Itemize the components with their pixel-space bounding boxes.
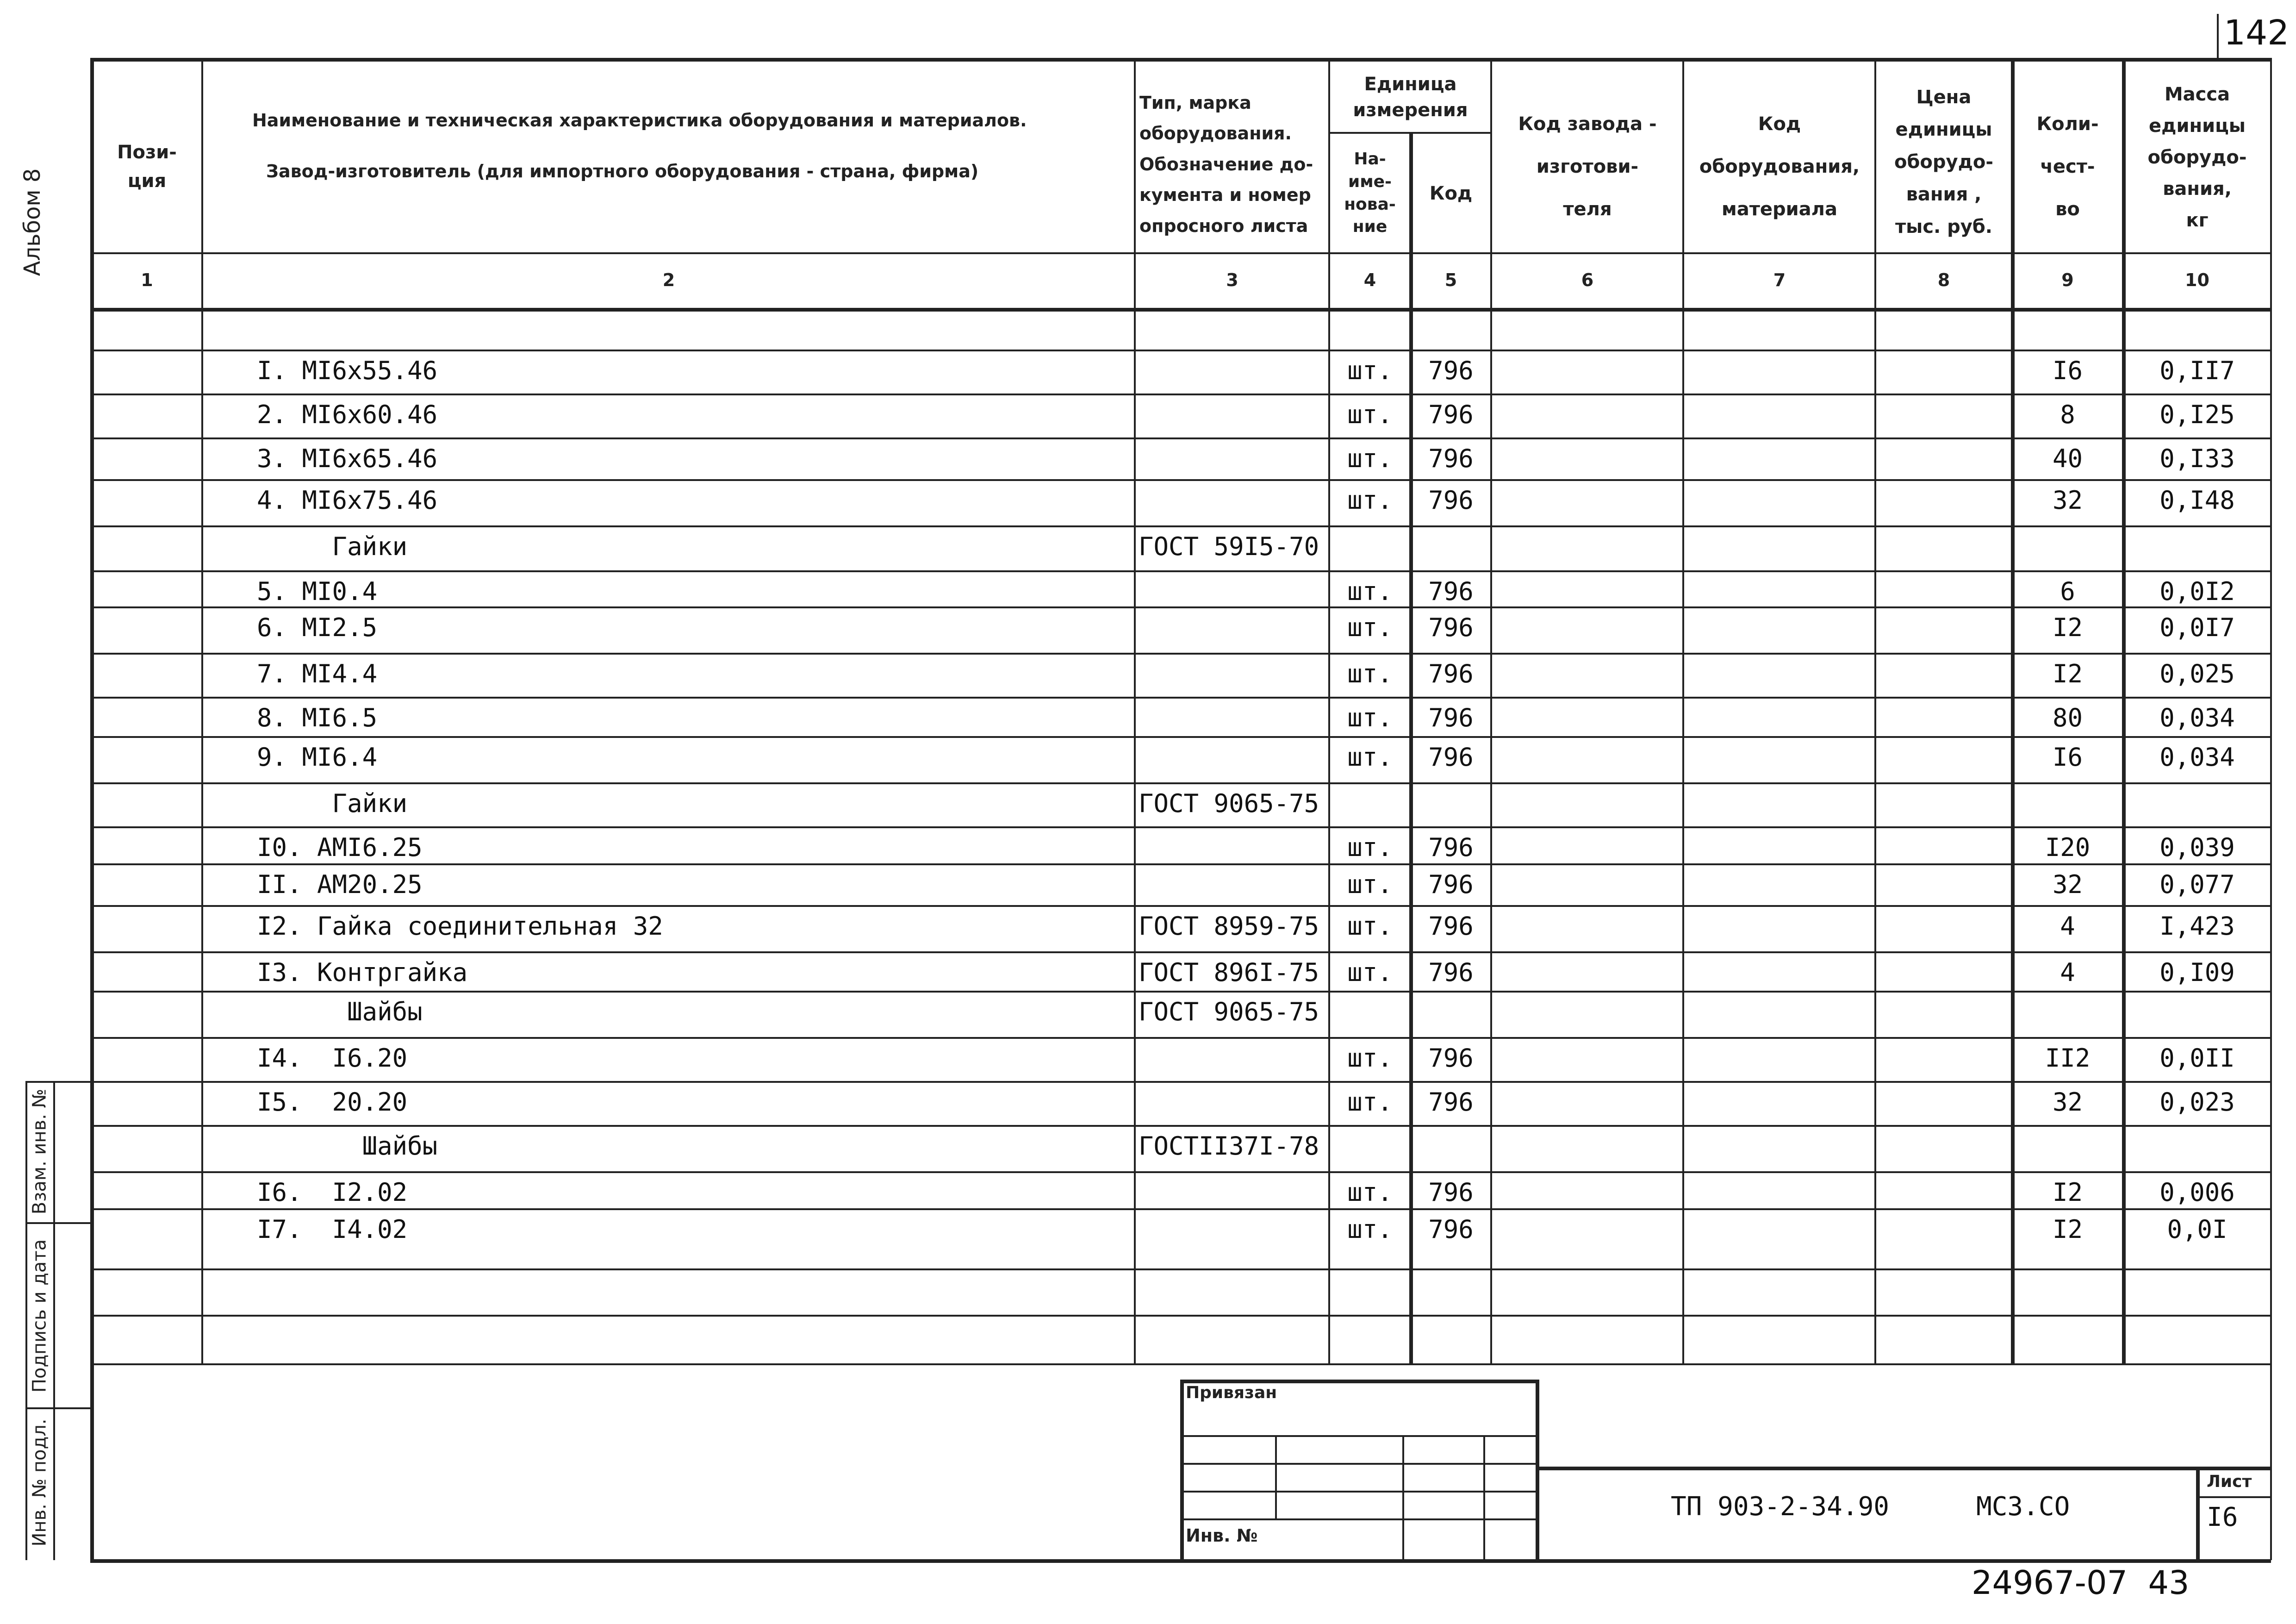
row-18-name: I5. 20.20 bbox=[257, 1087, 408, 1117]
header-col3: Тип, марка оборудования. Обозначение до- кумента и номер опросного листа bbox=[1139, 92, 1313, 236]
row-8-qty: I2 bbox=[2052, 659, 2083, 688]
col-line-2 bbox=[1134, 58, 1136, 1363]
row-3-name: 3. МI6х65.46 bbox=[257, 443, 438, 473]
row-1-unit: шт. bbox=[1347, 356, 1393, 385]
table-end bbox=[90, 1363, 2270, 1365]
row-20-name: I6. I2.02 bbox=[257, 1177, 408, 1207]
row-21-doc bbox=[1139, 1206, 1328, 1252]
row-19-name: Шайбы bbox=[257, 1131, 438, 1161]
row-2-mass: 0,I25 bbox=[2159, 400, 2235, 429]
row-17-name: I4. I6.20 bbox=[257, 1043, 408, 1073]
row-3-unit: шт. bbox=[1347, 443, 1393, 473]
sheet-number-mark bbox=[2217, 14, 2219, 58]
row-4-qty: 32 bbox=[2052, 485, 2083, 515]
colnum-3: 3 bbox=[1226, 270, 1238, 290]
titleblock-top bbox=[1536, 1467, 2271, 1470]
colnum-10: 10 bbox=[2185, 270, 2209, 290]
row-3-doc bbox=[1139, 435, 1328, 481]
row-1-code: 796 bbox=[1428, 356, 1474, 385]
row-19-mass bbox=[2124, 1123, 2270, 1169]
header-col6: Код завода - изготови- теля bbox=[1518, 113, 1657, 220]
row-11-code bbox=[1412, 780, 1490, 826]
mark: МСЗ.СО bbox=[1976, 1492, 2070, 1522]
row-15-mass: 0,I09 bbox=[2159, 957, 2235, 987]
col-line-1 bbox=[201, 58, 203, 1363]
colnum-5: 5 bbox=[1444, 270, 1457, 290]
row-8-unit: шт. bbox=[1347, 659, 1393, 688]
row-8-name: 7. МI4.4 bbox=[257, 659, 378, 688]
row-10-unit: шт. bbox=[1347, 742, 1393, 772]
sheet-box-left bbox=[2196, 1467, 2200, 1560]
row-line bbox=[90, 1315, 2270, 1317]
row-2-name: 2. МI6х60.46 bbox=[257, 400, 438, 429]
row-2-doc bbox=[1139, 391, 1328, 437]
frame-right bbox=[2270, 58, 2272, 1560]
row-13-doc bbox=[1139, 861, 1328, 907]
row-15-name: I3. Контргайка bbox=[257, 957, 468, 987]
row-21-qty: I2 bbox=[2052, 1214, 2083, 1244]
row-9-qty: 80 bbox=[2052, 703, 2083, 732]
row-19-code bbox=[1412, 1123, 1490, 1169]
row-5-code bbox=[1412, 523, 1490, 569]
col-line-7 bbox=[1874, 58, 1876, 1363]
row-12-qty: I20 bbox=[2045, 832, 2091, 862]
row-3-mass: 0,I33 bbox=[2159, 443, 2235, 473]
sheet-number-top: 142 bbox=[2224, 13, 2290, 53]
row-21-unit: шт. bbox=[1347, 1214, 1393, 1244]
col-line-5 bbox=[1490, 58, 1492, 1363]
side-podpis: Подпись и дата bbox=[29, 1239, 50, 1393]
row-18-code: 796 bbox=[1428, 1087, 1474, 1117]
row-9-unit: шт. bbox=[1347, 703, 1393, 732]
row-7-name: 6. МI2.5 bbox=[257, 612, 378, 642]
row-8-code: 796 bbox=[1428, 659, 1474, 688]
row-6-qty: 6 bbox=[2060, 576, 2075, 606]
header-unit-group: Единица измерения bbox=[1353, 74, 1468, 121]
row-9-mass: 0,034 bbox=[2159, 703, 2235, 732]
row-5-mass bbox=[2124, 523, 2270, 569]
row-line bbox=[90, 1268, 2270, 1270]
row-4-name: 4. МI6х75.46 bbox=[257, 485, 438, 515]
privyazan-col3 bbox=[1483, 1435, 1485, 1560]
header-col2-line2: Завод-изготовитель (для импортного оборудования - страна, фирма) bbox=[266, 161, 979, 181]
row-14-code: 796 bbox=[1428, 911, 1474, 941]
row-16-mass bbox=[2124, 988, 2270, 1035]
row-10-qty: I6 bbox=[2052, 742, 2083, 772]
row-11-unit bbox=[1331, 780, 1409, 826]
row-4-doc bbox=[1139, 477, 1328, 523]
inv-no-label: Инв. № bbox=[1186, 1525, 1258, 1546]
row-4-mass: 0,I48 bbox=[2159, 485, 2235, 515]
row-7-qty: I2 bbox=[2052, 612, 2083, 642]
row-12-mass: 0,039 bbox=[2159, 832, 2235, 862]
row-14-doc: ГОСТ 8959-75 bbox=[1139, 911, 1319, 941]
row-7-code: 796 bbox=[1428, 612, 1474, 642]
row-11-qty bbox=[2013, 780, 2122, 826]
row-4-code: 796 bbox=[1428, 485, 1474, 515]
header-col4: На- име- нова- ние bbox=[1344, 150, 1396, 237]
row-5-unit bbox=[1331, 523, 1409, 569]
colnum-7: 7 bbox=[1773, 270, 1786, 290]
row-13-name: II. АМ20.25 bbox=[257, 869, 423, 899]
privyazan-col1 bbox=[1275, 1435, 1277, 1518]
row-3-qty: 40 bbox=[2052, 443, 2083, 473]
colnum-4: 4 bbox=[1363, 270, 1376, 290]
row-19-unit bbox=[1331, 1123, 1409, 1169]
header-col8: Цена единицы оборудо- вания , тыс. руб. bbox=[1894, 87, 1993, 237]
header-bottom bbox=[90, 252, 2270, 254]
row-6-mass: 0,0I2 bbox=[2159, 576, 2235, 606]
header-col7: Код оборудования, материала bbox=[1699, 113, 1860, 220]
row-2-qty: 8 bbox=[2060, 400, 2075, 429]
row-17-mass: 0,0II bbox=[2159, 1043, 2235, 1073]
row-1-name: I. МI6х55.46 bbox=[257, 356, 438, 385]
row-20-code: 796 bbox=[1428, 1177, 1474, 1207]
colnum-6: 6 bbox=[1581, 270, 1594, 290]
row-16-doc: ГОСТ 9065-75 bbox=[1139, 997, 1319, 1026]
privyazan-col2 bbox=[1402, 1435, 1404, 1560]
designation: ТП 903-2-34.90 bbox=[1671, 1492, 1890, 1522]
row-19-doc: ГОСТII37I-78 bbox=[1139, 1131, 1319, 1161]
row-11-doc: ГОСТ 9065-75 bbox=[1139, 788, 1319, 818]
row-14-name: I2. Гайка соединительная 32 bbox=[257, 911, 663, 941]
row-10-mass: 0,034 bbox=[2159, 742, 2235, 772]
row-5-name: Гайки bbox=[257, 531, 408, 561]
row-6-name: 5. МI0.4 bbox=[257, 576, 378, 606]
row-18-doc bbox=[1139, 1079, 1328, 1125]
row-20-qty: I2 bbox=[2052, 1177, 2083, 1207]
header-col10: Масса единицы оборудо- вания, кг bbox=[2147, 84, 2247, 231]
row-11-name: Гайки bbox=[257, 788, 408, 818]
row-2-unit: шт. bbox=[1347, 400, 1393, 429]
row-20-mass: 0,006 bbox=[2159, 1177, 2235, 1207]
row-9-name: 8. МI6.5 bbox=[257, 703, 378, 732]
row-10-doc bbox=[1139, 734, 1328, 780]
row-3-code: 796 bbox=[1428, 443, 1474, 473]
row-12-unit: шт. bbox=[1347, 832, 1393, 862]
side-stamp-top bbox=[25, 1081, 90, 1083]
row-13-code: 796 bbox=[1428, 869, 1474, 899]
header-col9: Коли- чест- во bbox=[2036, 113, 2099, 220]
album-label: Альбом 8 bbox=[19, 168, 45, 276]
row-16-unit bbox=[1331, 988, 1409, 1035]
row-10-code: 796 bbox=[1428, 742, 1474, 772]
col-line-3 bbox=[1328, 58, 1330, 1363]
row-16-code bbox=[1412, 988, 1490, 1035]
privyazan-top bbox=[1180, 1380, 1537, 1383]
row-1-qty: I6 bbox=[2052, 356, 2083, 385]
colnum-bottom bbox=[90, 308, 2270, 312]
frame-top bbox=[90, 58, 2270, 62]
row-15-qty: 4 bbox=[2060, 957, 2075, 987]
row-19-qty bbox=[2013, 1123, 2122, 1169]
row-17-doc bbox=[1139, 1035, 1328, 1081]
row-18-mass: 0,023 bbox=[2159, 1087, 2235, 1117]
row-16-qty bbox=[2013, 988, 2122, 1035]
header-col5: Код bbox=[1429, 182, 1473, 204]
colnum-8: 8 bbox=[1937, 270, 1950, 290]
row-21-mass: 0,0I bbox=[2167, 1214, 2228, 1244]
bottom-number: 24967-07 43 bbox=[1972, 1564, 2190, 1602]
row-6-code: 796 bbox=[1428, 576, 1474, 606]
row-21-name: I7. I4.02 bbox=[257, 1214, 408, 1244]
row-7-unit: шт. bbox=[1347, 612, 1393, 642]
row-13-qty: 32 bbox=[2052, 869, 2083, 899]
row-12-name: I0. АМI6.25 bbox=[257, 832, 423, 862]
row-14-mass: I,423 bbox=[2159, 911, 2235, 941]
row-18-qty: 32 bbox=[2052, 1087, 2083, 1117]
row-21-code: 796 bbox=[1428, 1214, 1474, 1244]
row-9-code: 796 bbox=[1428, 703, 1474, 732]
row-1-mass: 0,II7 bbox=[2159, 356, 2235, 385]
row-5-qty bbox=[2013, 523, 2122, 569]
header-col1: Пози- ция bbox=[117, 142, 177, 192]
side-inv-podl: Инв. № подл. bbox=[29, 1418, 50, 1547]
privyazan-left bbox=[1180, 1380, 1184, 1560]
colnum-1: 1 bbox=[141, 270, 153, 290]
row-2-code: 796 bbox=[1428, 400, 1474, 429]
row-15-unit: шт. bbox=[1347, 957, 1393, 987]
row-6-unit: шт. bbox=[1347, 576, 1393, 606]
row-20-unit: шт. bbox=[1347, 1177, 1393, 1207]
row-8-mass: 0,025 bbox=[2159, 659, 2235, 688]
row-12-code: 796 bbox=[1428, 832, 1474, 862]
sheet-label: Лист bbox=[2207, 1472, 2252, 1491]
colnum-2: 2 bbox=[662, 270, 675, 290]
header-col2-line1: Наименование и техническая характеристика оборудования и материалов. bbox=[252, 110, 1027, 131]
row-5-doc: ГОСТ 59I5-70 bbox=[1139, 531, 1319, 561]
row-4-unit: шт. bbox=[1347, 485, 1393, 515]
col-line-6 bbox=[1682, 58, 1684, 1363]
sheet-value: I6 bbox=[2207, 1502, 2238, 1532]
row-7-mass: 0,0I7 bbox=[2159, 612, 2235, 642]
row-16-name: Шайбы bbox=[257, 997, 423, 1026]
privyazan-label: Привязан bbox=[1186, 1383, 1277, 1402]
row-14-qty: 4 bbox=[2060, 911, 2075, 941]
sheet-box-divider bbox=[2196, 1496, 2271, 1498]
row-14-unit: шт. bbox=[1347, 911, 1393, 941]
row-10-name: 9. МI6.4 bbox=[257, 742, 378, 772]
colnum-9: 9 bbox=[2061, 270, 2074, 290]
side-vzam: Взам. инв. № bbox=[29, 1088, 50, 1215]
row-7-doc bbox=[1139, 604, 1328, 650]
row-1-doc bbox=[1139, 347, 1328, 394]
row-18-unit: шт. bbox=[1347, 1087, 1393, 1117]
row-15-doc: ГОСТ 896I-75 bbox=[1139, 957, 1319, 987]
row-17-qty: II2 bbox=[2045, 1043, 2091, 1073]
row-11-mass bbox=[2124, 780, 2270, 826]
row-17-unit: шт. bbox=[1347, 1043, 1393, 1073]
row-17-code: 796 bbox=[1428, 1043, 1474, 1073]
row-13-unit: шт. bbox=[1347, 869, 1393, 899]
side-stamp-mid bbox=[53, 1081, 55, 1560]
row-13-mass: 0,077 bbox=[2159, 869, 2235, 899]
row-8-doc bbox=[1139, 650, 1328, 697]
row-15-code: 796 bbox=[1428, 957, 1474, 987]
